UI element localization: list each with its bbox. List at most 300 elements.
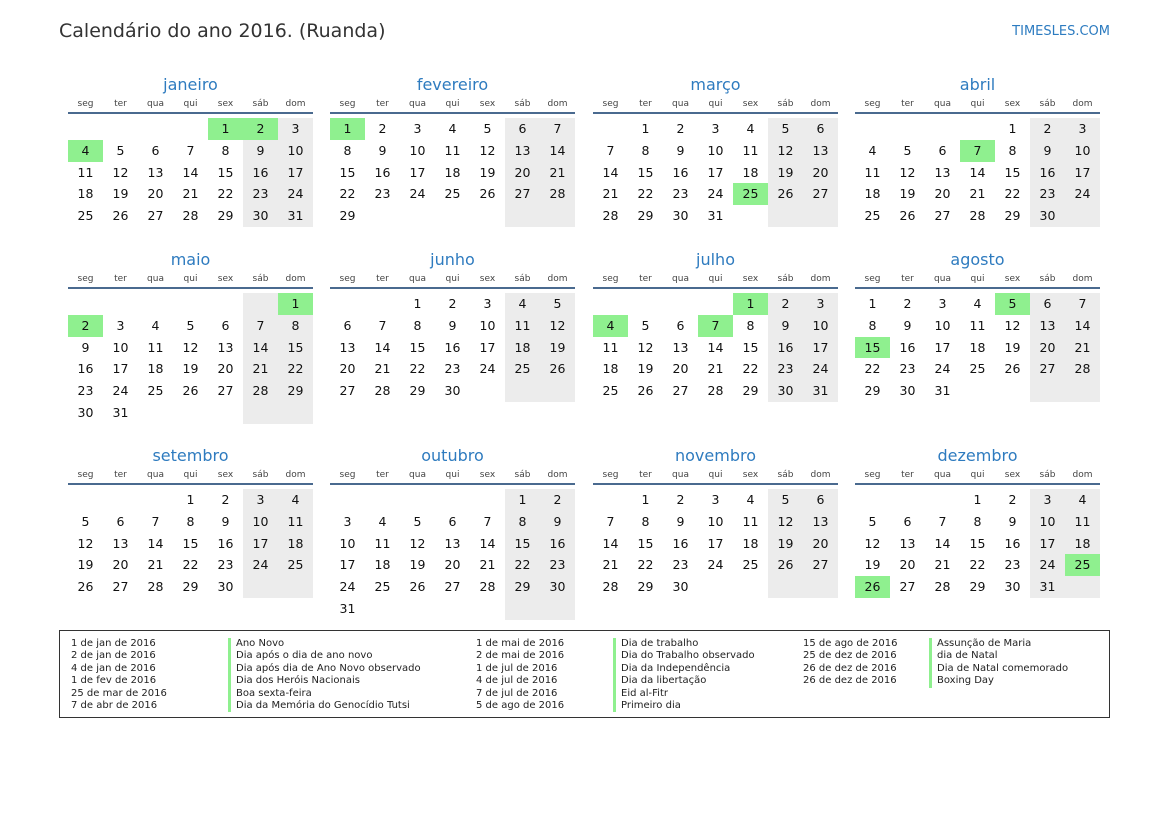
day-cell: 22: [505, 554, 540, 576]
day-cell: 23: [243, 183, 278, 205]
weekday-label: sáb: [252, 99, 269, 109]
day-grid: [593, 118, 838, 227]
day-cell: 13: [1030, 315, 1065, 337]
empty-day-cell: [138, 402, 173, 424]
day-cell: 12: [768, 140, 803, 162]
day-cell: 16: [768, 337, 803, 359]
day-cell: 7: [243, 315, 278, 337]
day-cell: 3: [711, 121, 720, 136]
day-cell: 14: [602, 535, 619, 551]
empty-day-cell: [278, 402, 313, 424]
empty-day-cell: [1030, 380, 1065, 402]
holiday-day-cell: 7: [960, 140, 995, 162]
day-grid: [330, 489, 575, 620]
day-cell: 16: [243, 162, 278, 184]
month-name: setembro: [152, 446, 229, 465]
day-cell: 17: [479, 339, 496, 355]
day-cell: 2: [1030, 118, 1065, 140]
day-cell: 19: [112, 186, 129, 202]
empty-day-cell: [768, 576, 803, 598]
day-cell: 23: [768, 358, 803, 380]
empty-day-cell: [698, 293, 733, 315]
day-cell: 8: [221, 142, 230, 158]
weekday-label: qua: [672, 470, 689, 480]
day-cell: 10: [278, 140, 313, 162]
empty-day-cell: [540, 380, 575, 402]
day-cell: 6: [151, 142, 160, 158]
day-cell: 27: [217, 383, 234, 399]
day-cell: 2: [448, 296, 457, 311]
day-cell: 8: [186, 513, 195, 529]
empty-day-cell: [435, 598, 470, 620]
weekday-label: qui: [183, 470, 198, 480]
day-cell: 24: [934, 361, 951, 377]
day-cell: 28: [969, 208, 986, 224]
day-cell: 11: [602, 339, 619, 355]
empty-day-cell: [803, 205, 838, 227]
weekday-header: [855, 469, 1100, 485]
weekday-label: ter: [901, 274, 914, 284]
day-cell: 8: [641, 142, 650, 158]
weekday-header: [68, 469, 313, 485]
day-cell: 7: [1065, 293, 1100, 315]
weekday-label: sáb: [514, 470, 531, 480]
weekday-label: sáb: [777, 274, 794, 284]
day-cell: 25: [374, 579, 391, 595]
weekday-label: sex: [217, 274, 234, 284]
empty-day-cell: [663, 293, 698, 315]
weekday-label: sex: [1004, 470, 1021, 480]
day-cell: 15: [1004, 164, 1021, 180]
weekday-label: qua: [934, 99, 951, 109]
day-cell: 30: [1004, 579, 1021, 595]
weekday-label: qui: [708, 274, 723, 284]
empty-day-cell: [505, 598, 540, 620]
day-cell: 30: [217, 579, 234, 595]
day-cell: 21: [602, 186, 619, 202]
day-cell: 7: [606, 142, 615, 158]
empty-day-cell: [470, 380, 505, 402]
weekday-label: qui: [445, 274, 460, 284]
empty-day-cell: [890, 118, 925, 140]
day-cell: 25: [505, 358, 540, 380]
day-cell: 18: [1065, 533, 1100, 555]
weekday-label: sex: [217, 470, 234, 480]
holiday-name: Dia da Independência: [613, 663, 755, 675]
day-cell: 1: [641, 492, 650, 507]
day-cell: 8: [413, 317, 422, 333]
weekday-label: seg: [77, 470, 94, 480]
day-cell: 29: [742, 383, 759, 399]
month-name: fevereiro: [416, 75, 489, 94]
day-cell: 4: [746, 492, 755, 507]
weekday-label: qui: [970, 99, 985, 109]
day-cell: 31: [934, 383, 951, 399]
day-cell: 8: [1008, 142, 1017, 158]
day-cell: 22: [637, 557, 654, 573]
day-cell: 15: [409, 339, 426, 355]
day-cell: 21: [969, 186, 986, 202]
holiday-day-cell: 7: [698, 315, 733, 337]
day-cell: 28: [243, 380, 278, 402]
legend-dates-1: [71, 638, 167, 712]
day-cell: 15: [637, 164, 654, 180]
weekday-label: dom: [1072, 99, 1093, 109]
holiday-day-cell: 1: [278, 293, 313, 315]
day-cell: 27: [1030, 358, 1065, 380]
day-cell: 19: [768, 533, 803, 555]
day-cell: 20: [505, 162, 540, 184]
day-cell: 28: [602, 579, 619, 595]
weekday-label: qui: [183, 274, 198, 284]
empty-day-cell: [470, 489, 505, 511]
day-cell: 9: [221, 513, 230, 529]
day-grid: [593, 293, 838, 402]
weekday-header: [593, 469, 838, 485]
empty-day-cell: [138, 489, 173, 511]
day-cell: 24: [707, 557, 724, 573]
weekday-label: ter: [639, 99, 652, 109]
holiday-date: 25 de mar de 2016: [71, 687, 167, 699]
weekday-label: dom: [285, 470, 306, 480]
day-cell: 15: [637, 535, 654, 551]
holiday-date: 1 de mai de 2016: [476, 638, 565, 649]
day-cell: 12: [768, 511, 803, 533]
day-cell: 11: [278, 511, 313, 533]
day-cell: 27: [899, 579, 916, 595]
legend-dates-3: [803, 638, 897, 688]
day-cell: 17: [409, 164, 426, 180]
empty-day-cell: [173, 293, 208, 315]
day-cell: 3: [413, 121, 422, 136]
day-cell: 21: [707, 361, 724, 377]
holiday-day-cell: 15: [855, 337, 890, 359]
weekday-label: sáb: [1039, 470, 1056, 480]
day-cell: 11: [374, 535, 391, 551]
empty-day-cell: [243, 576, 278, 598]
weekday-label: qua: [672, 274, 689, 284]
day-cell: 19: [768, 162, 803, 184]
day-cell: 7: [606, 513, 615, 529]
day-cell: 31: [339, 600, 356, 616]
weekday-label: seg: [602, 99, 619, 109]
day-cell: 11: [864, 164, 881, 180]
holiday-name: Assunção de Maria: [929, 638, 1068, 650]
day-grid: [855, 293, 1100, 402]
day-cell: 29: [339, 208, 356, 224]
weekday-label: qua: [409, 99, 426, 109]
day-cell: 13: [803, 511, 838, 533]
day-cell: 16: [672, 535, 689, 551]
holiday-name: Ano Novo: [228, 638, 421, 650]
holiday-date: 7 de jul de 2016: [476, 687, 558, 699]
day-cell: 22: [278, 358, 313, 380]
holiday-date: 25 de dez de 2016: [803, 650, 897, 662]
holiday-name: Dia de trabalho: [613, 638, 755, 650]
weekday-label: qui: [183, 99, 198, 109]
day-cell: 5: [81, 513, 90, 529]
empty-day-cell: [470, 205, 505, 227]
weekday-label: seg: [77, 274, 94, 284]
day-cell: 17: [339, 557, 356, 573]
empty-day-cell: [733, 576, 768, 598]
day-cell: 14: [969, 164, 986, 180]
holiday-day-cell: 4: [593, 315, 628, 337]
day-cell: 26: [768, 554, 803, 576]
weekday-label: sex: [1004, 274, 1021, 284]
day-cell: 17: [243, 533, 278, 555]
day-cell: 4: [973, 296, 982, 311]
empty-day-cell: [103, 118, 138, 140]
day-cell: 1: [505, 489, 540, 511]
day-cell: 25: [444, 186, 461, 202]
day-cell: 8: [641, 513, 650, 529]
empty-day-cell: [138, 293, 173, 315]
day-cell: 20: [934, 186, 951, 202]
day-cell: 6: [903, 513, 912, 529]
day-cell: 8: [343, 142, 352, 158]
holiday-name: Boa sexta-feira: [228, 688, 421, 700]
holiday-day-cell: 2: [243, 118, 278, 140]
day-cell: 14: [540, 140, 575, 162]
day-cell: 24: [339, 579, 356, 595]
day-cell: 26: [1004, 361, 1021, 377]
day-cell: 1: [1008, 121, 1017, 136]
weekday-header: [593, 98, 838, 114]
day-cell: 14: [243, 337, 278, 359]
day-cell: 24: [1030, 554, 1065, 576]
day-cell: 26: [540, 358, 575, 380]
day-cell: 4: [746, 121, 755, 136]
empty-day-cell: [1065, 380, 1100, 402]
day-cell: 4: [278, 489, 313, 511]
day-cell: 27: [803, 183, 838, 205]
day-cell: 16: [1004, 535, 1021, 551]
empty-day-cell: [278, 576, 313, 598]
weekday-label: sáb: [777, 470, 794, 480]
day-cell: 21: [540, 162, 575, 184]
day-cell: 24: [479, 361, 496, 377]
empty-day-cell: [103, 293, 138, 315]
legend-names-3: [929, 638, 1068, 688]
day-cell: 16: [217, 535, 234, 551]
day-cell: 26: [637, 383, 654, 399]
weekday-label: dom: [810, 99, 831, 109]
day-cell: 11: [969, 317, 986, 333]
day-cell: 10: [934, 317, 951, 333]
empty-day-cell: [540, 205, 575, 227]
day-cell: 3: [803, 293, 838, 315]
day-cell: 30: [768, 380, 803, 402]
weekday-label: sáb: [252, 274, 269, 284]
day-cell: 22: [1004, 186, 1021, 202]
site-link[interactable]: TIMESLES.COM: [1012, 24, 1110, 39]
month-junho: [330, 249, 575, 402]
day-cell: 17: [1030, 533, 1065, 555]
day-cell: 17: [112, 361, 129, 377]
day-grid: [68, 489, 313, 598]
day-cell: 22: [182, 557, 199, 573]
holiday-date: 2 de jan de 2016: [71, 650, 156, 662]
day-cell: 27: [339, 383, 356, 399]
day-cell: 3: [1030, 489, 1065, 511]
month-setembro: [68, 445, 313, 598]
day-grid: [593, 489, 838, 598]
weekday-label: ter: [901, 99, 914, 109]
day-cell: 10: [339, 535, 356, 551]
weekday-label: sex: [217, 99, 234, 109]
holiday-day-cell: 25: [733, 183, 768, 205]
day-cell: 29: [637, 208, 654, 224]
month-name: março: [690, 75, 741, 94]
day-cell: 30: [540, 576, 575, 598]
day-cell: 6: [803, 489, 838, 511]
day-cell: 23: [672, 186, 689, 202]
day-cell: 4: [1065, 489, 1100, 511]
day-cell: 20: [112, 557, 129, 573]
month-name: julho: [696, 250, 735, 269]
holiday-day-cell: 25: [1065, 554, 1100, 576]
day-cell: 28: [182, 208, 199, 224]
holiday-day-cell: 1: [733, 293, 768, 315]
month-name: novembro: [675, 446, 756, 465]
day-cell: 13: [899, 535, 916, 551]
weekday-label: seg: [339, 470, 356, 480]
day-cell: 15: [217, 164, 234, 180]
month-janeiro: [68, 74, 313, 227]
day-cell: 13: [444, 535, 461, 551]
empty-day-cell: [540, 598, 575, 620]
day-cell: 23: [672, 557, 689, 573]
day-cell: 29: [182, 579, 199, 595]
holiday-name: dia de Natal: [929, 650, 1068, 662]
day-cell: 5: [903, 142, 912, 158]
weekday-label: ter: [901, 470, 914, 480]
weekday-label: qua: [147, 274, 164, 284]
empty-day-cell: [243, 402, 278, 424]
day-cell: 4: [868, 142, 877, 158]
day-cell: 26: [899, 208, 916, 224]
day-cell: 12: [409, 535, 426, 551]
day-grid: [855, 118, 1100, 227]
day-cell: 31: [707, 208, 724, 224]
day-cell: 19: [77, 557, 94, 573]
day-cell: 17: [278, 162, 313, 184]
day-cell: 16: [1030, 162, 1065, 184]
day-cell: 4: [448, 121, 457, 136]
day-cell: 20: [803, 533, 838, 555]
day-cell: 20: [147, 186, 164, 202]
day-cell: 2: [676, 492, 685, 507]
day-cell: 12: [864, 535, 881, 551]
weekday-label: sex: [1004, 99, 1021, 109]
day-cell: 4: [378, 513, 387, 529]
day-cell: 14: [1065, 315, 1100, 337]
weekday-label: sáb: [1039, 99, 1056, 109]
day-cell: 18: [374, 557, 391, 573]
day-cell: 22: [339, 186, 356, 202]
day-cell: 7: [151, 513, 160, 529]
day-cell: 21: [147, 557, 164, 573]
day-cell: 23: [1004, 557, 1021, 573]
weekday-label: qui: [445, 470, 460, 480]
day-cell: 8: [973, 513, 982, 529]
day-cell: 28: [374, 383, 391, 399]
month-name: abril: [959, 75, 996, 94]
day-cell: 12: [637, 339, 654, 355]
empty-day-cell: [1065, 205, 1100, 227]
day-cell: 25: [77, 208, 94, 224]
empty-day-cell: [1065, 576, 1100, 598]
day-cell: 15: [182, 535, 199, 551]
weekday-label: qua: [409, 470, 426, 480]
weekday-label: ter: [376, 470, 389, 480]
holiday-date: 15 de ago de 2016: [803, 638, 898, 649]
day-cell: 27: [444, 579, 461, 595]
weekday-label: dom: [810, 470, 831, 480]
empty-day-cell: [68, 293, 103, 315]
weekday-label: ter: [114, 99, 127, 109]
empty-day-cell: [173, 402, 208, 424]
day-cell: 23: [899, 361, 916, 377]
day-cell: 20: [803, 162, 838, 184]
day-cell: 30: [899, 383, 916, 399]
day-cell: 22: [409, 361, 426, 377]
weekday-label: dom: [285, 99, 306, 109]
day-cell: 16: [672, 164, 689, 180]
day-cell: 5: [641, 317, 650, 333]
day-cell: 26: [479, 186, 496, 202]
day-cell: 15: [505, 533, 540, 555]
day-cell: 20: [217, 361, 234, 377]
day-cell: 10: [707, 142, 724, 158]
day-cell: 12: [77, 535, 94, 551]
day-cell: 31: [803, 380, 838, 402]
day-cell: 18: [864, 186, 881, 202]
day-cell: 3: [278, 118, 313, 140]
day-cell: 3: [938, 296, 947, 311]
holiday-day-cell: 5: [995, 293, 1030, 315]
month-novembro: [593, 445, 838, 598]
day-cell: 24: [243, 554, 278, 576]
day-cell: 1: [186, 492, 195, 507]
empty-day-cell: [593, 293, 628, 315]
weekday-header: [330, 469, 575, 485]
day-cell: 9: [1030, 140, 1065, 162]
month-name: dezembro: [937, 446, 1018, 465]
day-cell: 18: [278, 533, 313, 555]
day-cell: 1: [641, 121, 650, 136]
day-cell: 14: [934, 535, 951, 551]
day-grid: [330, 118, 575, 227]
day-cell: 18: [742, 164, 759, 180]
empty-day-cell: [400, 205, 435, 227]
weekday-label: qui: [708, 470, 723, 480]
empty-day-cell: [208, 402, 243, 424]
holiday-day-cell: 26: [855, 576, 890, 598]
day-cell: 25: [969, 361, 986, 377]
day-cell: 26: [112, 208, 129, 224]
holiday-name: Dia da libertação: [613, 675, 755, 687]
day-cell: 3: [1065, 118, 1100, 140]
month-name: agosto: [950, 250, 1005, 269]
empty-day-cell: [995, 380, 1030, 402]
weekday-label: qua: [147, 470, 164, 480]
day-cell: 15: [742, 339, 759, 355]
empty-day-cell: [890, 489, 925, 511]
day-cell: 30: [1030, 205, 1065, 227]
day-cell: 2: [540, 489, 575, 511]
